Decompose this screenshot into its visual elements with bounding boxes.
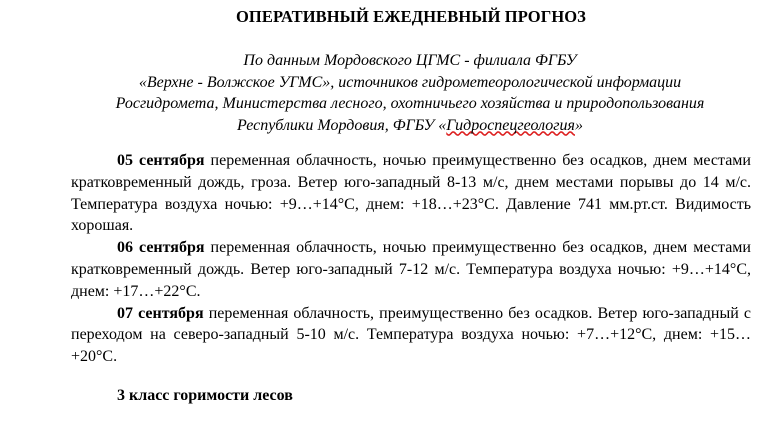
source-line-4: [70, 115, 750, 137]
forecast-body: [71, 150, 751, 368]
forecast-date: 06 сентября: [117, 239, 205, 257]
source-line-3: Росгидромета, Министерства лесного, охотничьего хозяйства и природопользования: [115, 95, 705, 112]
forecast-date: 07 сентября: [117, 304, 204, 322]
source-line-4-suffix: »: [574, 116, 583, 134]
fire-danger-class: 3 класс горимости лесов: [117, 387, 293, 404]
forecast-day: [71, 303, 751, 368]
source-attribution: [70, 50, 750, 136]
source-org-name: Гидроспецгеология: [446, 116, 575, 134]
source-line-2: «Верхне - Волжское УГМС», источников гидрометеорологической информации: [138, 73, 682, 91]
forecast-date: 05 сентября: [117, 152, 205, 169]
forecast-text: переменная облачность, ночью преимущественно без осадков, днем местами кратковременный дождь, гроза. Ветер юго-западный 8-13 м/с, днем местами порывы до 14 м/с. Температура воздуха ночью: +9…+14°С, днем: +18…+23°С. Давление 741 мм.рт.ст. Видимость хорошая.: [71, 152, 751, 235]
source-line-1: По данным Мордовского ЦГМС - филиала ФГБУ: [243, 52, 577, 69]
forecast-day: [71, 237, 751, 302]
forecast-day: [71, 150, 751, 237]
forecast-text: переменная облачность, преимущественно без осадков. Ветер юго-западный с переходом на северо-западный 5-10 м/с. Температура воздуха ночью: +7…+12°С, днем: +15…+20°С.: [71, 304, 752, 366]
source-line-4-prefix: Республики Мордовия, ФГБУ «: [237, 116, 447, 134]
page-title: ОПЕРАТИВНЫЙ ЕЖЕДНЕВНЫЙ ПРОГНОЗ: [236, 7, 586, 26]
forecast-text: переменная облачность, ночью преимущественно без осадков, днем местами кратковременный дождь. Ветер юго-западный 7-12 м/с. Температура воздуха ночью: +9…+14°С, днем: +17…+22°С.: [71, 239, 751, 300]
